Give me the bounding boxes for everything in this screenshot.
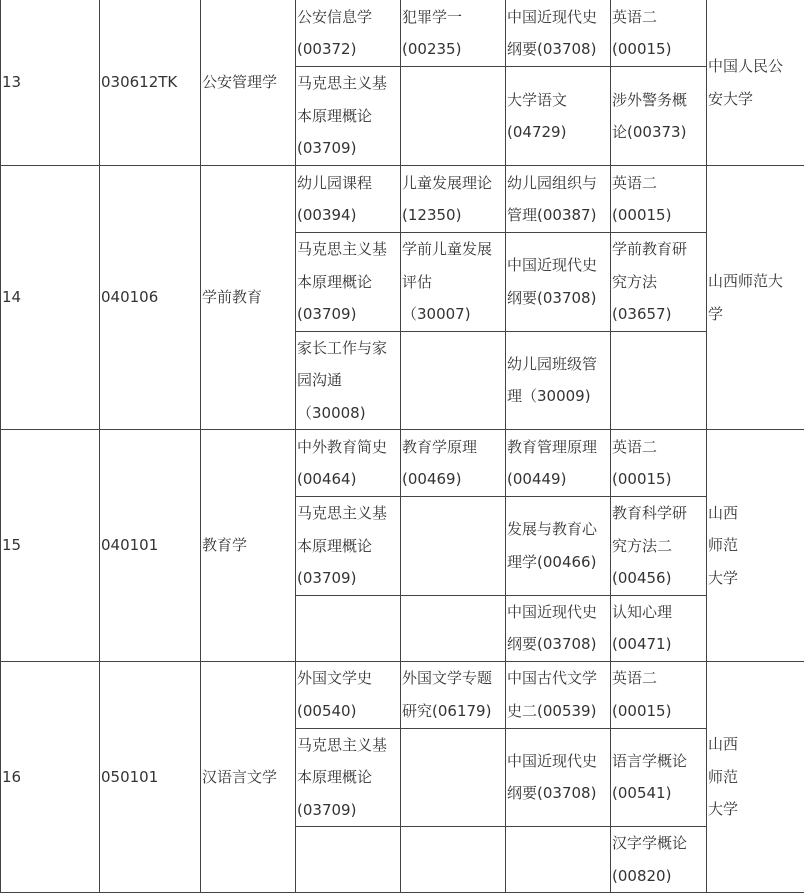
course-cell xyxy=(611,233,707,332)
course-cell xyxy=(296,166,401,233)
course-cell xyxy=(296,595,401,661)
row-number-cell: 14 xyxy=(1,166,100,430)
course-text: 语言学概论 xyxy=(612,745,705,778)
course-text: (00469) xyxy=(402,463,504,496)
school-text: 师范 xyxy=(708,529,803,562)
course-text: (00235) xyxy=(402,33,504,66)
course-text: 发展与教育心 xyxy=(507,513,609,546)
school-text: 大学 xyxy=(708,793,803,826)
major-code-cell: 040106 xyxy=(100,166,201,430)
course-text: (03709) xyxy=(297,794,399,827)
course-text: 纲要(03708) xyxy=(507,33,609,66)
course-text: (00015) xyxy=(612,33,705,66)
course-cell xyxy=(401,67,506,166)
course-cell xyxy=(611,0,707,67)
course-text: (00541) xyxy=(612,777,705,810)
course-text: 马克思主义基 xyxy=(297,67,399,100)
course-cell xyxy=(506,595,611,661)
course-cell xyxy=(401,728,506,827)
course-text: 汉字学概论 xyxy=(612,827,705,860)
course-text: 儿童发展理论 xyxy=(402,167,504,200)
school-cell xyxy=(707,661,804,893)
course-text: 马克思主义基 xyxy=(297,729,399,762)
course-text: 纲要(03708) xyxy=(507,628,609,661)
course-text: 中国近现代史 xyxy=(507,249,609,282)
course-cell xyxy=(611,827,707,893)
course-text: 公安信息学 xyxy=(297,1,399,34)
major-name-cell: 公安管理学 xyxy=(201,0,296,166)
course-text: 究方法 xyxy=(612,266,705,299)
course-text: 中外教育简史 xyxy=(297,431,399,464)
course-cell xyxy=(611,430,707,497)
course-text: 马克思主义基 xyxy=(297,497,399,530)
course-text: 管理(00387) xyxy=(507,199,609,232)
course-text: (00394) xyxy=(297,199,399,232)
course-cell xyxy=(296,827,401,893)
course-text: 教育科学研 xyxy=(612,497,705,530)
course-text: 研究(06179) xyxy=(402,695,504,728)
course-cell xyxy=(401,430,506,497)
course-text: 涉外警务概 xyxy=(612,84,705,117)
course-text: （30008) xyxy=(297,397,399,430)
school-text: 安大学 xyxy=(708,83,803,116)
course-cell xyxy=(506,0,611,67)
course-text: 幼儿园组织与 xyxy=(507,167,609,200)
course-cell xyxy=(296,728,401,827)
course-text: 史二(00539) xyxy=(507,695,609,728)
course-text: 英语二 xyxy=(612,1,705,34)
course-cell xyxy=(611,67,707,166)
course-text: 教育管理原理 xyxy=(507,431,609,464)
course-cell xyxy=(296,497,401,596)
course-text: 理（30009) xyxy=(507,380,609,413)
course-cell xyxy=(401,166,506,233)
course-text: 马克思主义基 xyxy=(297,233,399,266)
course-cell xyxy=(506,827,611,893)
table-row xyxy=(1,166,804,233)
course-cell xyxy=(296,233,401,332)
school-cell xyxy=(707,0,804,166)
school-text: 学 xyxy=(708,298,803,331)
course-cell xyxy=(506,67,611,166)
course-text: 纲要(03708) xyxy=(507,777,609,810)
course-text: (03657) xyxy=(612,298,705,331)
course-cell xyxy=(506,331,611,430)
course-text: 本原理概论 xyxy=(297,266,399,299)
course-text: (00471) xyxy=(612,628,705,661)
course-text: （30007) xyxy=(402,298,504,331)
course-cell xyxy=(611,497,707,596)
course-text: (00372) xyxy=(297,33,399,66)
course-cell xyxy=(611,728,707,827)
course-cell xyxy=(401,0,506,67)
course-text: 本原理概论 xyxy=(297,530,399,563)
course-text: 学前教育研 xyxy=(612,233,705,266)
course-text: 犯罪学一 xyxy=(402,1,504,34)
course-text: (04729) xyxy=(507,116,609,149)
course-text: (00820) xyxy=(612,860,705,893)
course-text: 外国文学史 xyxy=(297,662,399,695)
course-cell xyxy=(296,430,401,497)
course-cell xyxy=(506,661,611,728)
major-code-cell: 040101 xyxy=(100,430,201,662)
course-cell xyxy=(401,661,506,728)
major-name-cell: 教育学 xyxy=(201,430,296,662)
course-text: (03709) xyxy=(297,132,399,165)
course-text: (00015) xyxy=(612,199,705,232)
course-cell xyxy=(611,166,707,233)
course-cell xyxy=(506,166,611,233)
course-text: 英语二 xyxy=(612,431,705,464)
course-text: 家长工作与家 xyxy=(297,332,399,365)
course-cell xyxy=(401,497,506,596)
course-text: (12350) xyxy=(402,199,504,232)
table-row xyxy=(1,0,804,67)
course-cell xyxy=(611,331,707,430)
school-text: 山西 xyxy=(708,497,803,530)
course-cell xyxy=(611,661,707,728)
course-text: 中国近现代史 xyxy=(507,596,609,629)
course-cell xyxy=(296,0,401,67)
course-text: 英语二 xyxy=(612,662,705,695)
course-cell xyxy=(506,497,611,596)
course-text: 中国古代文学 xyxy=(507,662,609,695)
row-number-cell: 15 xyxy=(1,430,100,662)
course-text: 外国文学专题 xyxy=(402,662,504,695)
school-text: 大学 xyxy=(708,562,803,595)
course-cell xyxy=(401,595,506,661)
course-text: (00540) xyxy=(297,695,399,728)
course-text: 英语二 xyxy=(612,167,705,200)
course-text: 理学(00466) xyxy=(507,546,609,579)
course-text: 中国近现代史 xyxy=(507,745,609,778)
course-text: 中国近现代史 xyxy=(507,1,609,34)
course-cell xyxy=(506,430,611,497)
course-text: 幼儿园课程 xyxy=(297,167,399,200)
course-cell xyxy=(296,67,401,166)
major-name-cell: 汉语言文学 xyxy=(201,661,296,893)
course-text: 教育学原理 xyxy=(402,431,504,464)
course-text: (00464) xyxy=(297,463,399,496)
course-text: (00015) xyxy=(612,695,705,728)
school-text: 山西师范大 xyxy=(708,265,803,298)
course-cell xyxy=(296,331,401,430)
table-row xyxy=(1,430,804,497)
course-text: 认知心理 xyxy=(612,596,705,629)
major-name-cell: 学前教育 xyxy=(201,166,296,430)
course-text: 园沟通 xyxy=(297,364,399,397)
course-text: (03709) xyxy=(297,298,399,331)
course-text: 论(00373) xyxy=(612,116,705,149)
course-text: 纲要(03708) xyxy=(507,282,609,315)
major-code-cell: 050101 xyxy=(100,661,201,893)
course-text: 评估 xyxy=(402,266,504,299)
course-text: 本原理概论 xyxy=(297,100,399,133)
school-text: 山西 xyxy=(708,728,803,761)
course-text: 学前儿童发展 xyxy=(402,233,504,266)
course-text: (00449) xyxy=(507,463,609,496)
course-text: (00015) xyxy=(612,463,705,496)
course-cell xyxy=(611,595,707,661)
school-cell xyxy=(707,166,804,430)
course-cell xyxy=(506,233,611,332)
school-cell xyxy=(707,430,804,662)
course-text: 究方法二 xyxy=(612,530,705,563)
course-cell xyxy=(401,331,506,430)
course-cell xyxy=(506,728,611,827)
course-cell xyxy=(296,661,401,728)
row-number-cell: 16 xyxy=(1,661,100,893)
row-number-cell: 13 xyxy=(1,0,100,166)
school-text: 师范 xyxy=(708,761,803,794)
major-code-cell: 030612TK xyxy=(100,0,201,166)
table-row xyxy=(1,661,804,728)
table-body xyxy=(1,0,804,893)
course-text: (03709) xyxy=(297,562,399,595)
course-text: (00456) xyxy=(612,562,705,595)
course-text: 本原理概论 xyxy=(297,761,399,794)
course-text: 幼儿园班级管 xyxy=(507,348,609,381)
course-cell xyxy=(401,827,506,893)
course-cell xyxy=(401,233,506,332)
school-text: 中国人民公 xyxy=(708,50,803,83)
course-text: 大学语文 xyxy=(507,84,609,117)
